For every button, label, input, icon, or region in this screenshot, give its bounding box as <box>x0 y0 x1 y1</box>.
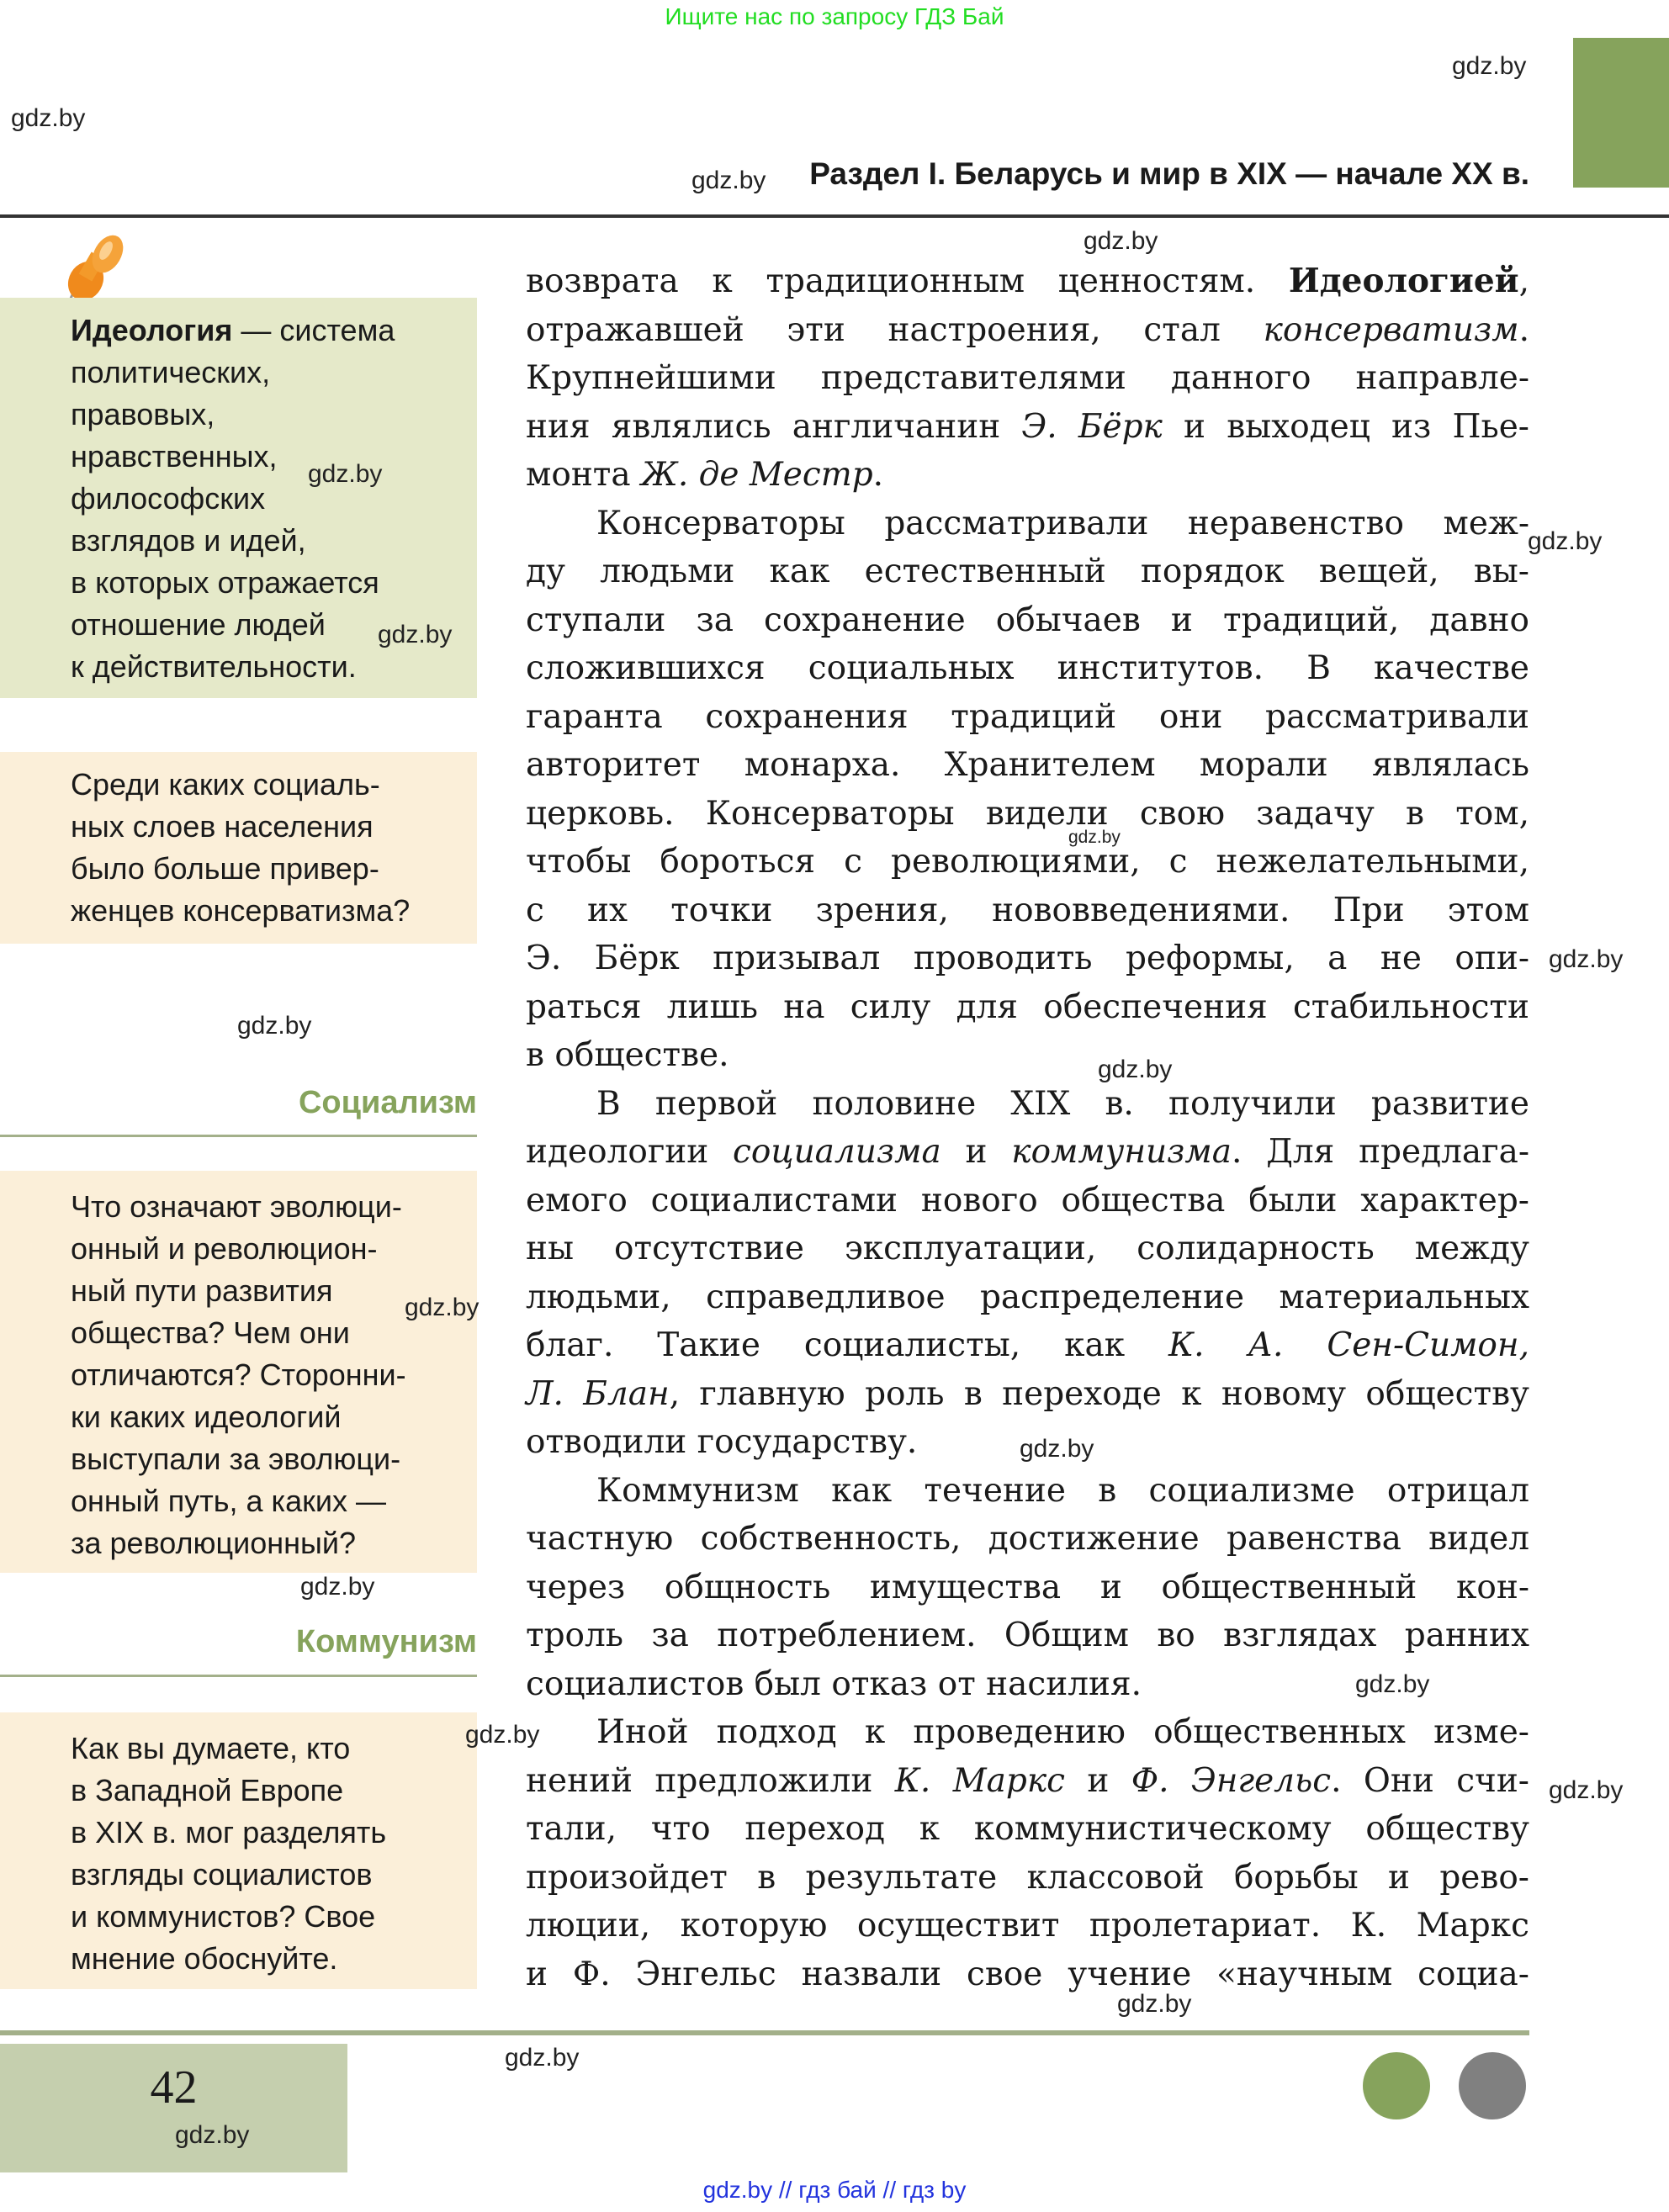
definition-line: нравственных, <box>71 439 278 474</box>
section-color-tab <box>1573 38 1669 188</box>
text-line <box>526 1177 1529 1225</box>
text-line <box>526 1854 1529 1902</box>
text-line <box>526 1564 1529 1612</box>
text-segment: , <box>1518 262 1529 300</box>
text-segment: гаранта сохранения традиций они рассматривали <box>526 697 1529 736</box>
text-segment: Э. Бёрк призывал проводить реформы, а не опи- <box>526 939 1529 977</box>
bold-term: Идеологией <box>1288 262 1519 300</box>
text-segment: . <box>872 456 884 494</box>
watermark: gdz.by <box>691 167 766 194</box>
text-line <box>526 1467 1529 1516</box>
text-segment: Иной подход к проведению общественных изме- <box>596 1713 1529 1751</box>
green-dot-icon <box>1363 2052 1430 2119</box>
text-segment: авторитет монарха. Хранителем морали являлась <box>526 746 1529 784</box>
watermark: gdz.by <box>175 2121 250 2149</box>
question-line: было больше привер- <box>71 851 379 886</box>
watermark: gdz.by <box>1084 227 1158 255</box>
section-divider <box>0 1135 477 1137</box>
italic-term: консерватизм <box>1263 310 1519 349</box>
text-line <box>526 1757 1529 1806</box>
watermark: gdz.by <box>465 1721 540 1749</box>
question-line: ных слоев населения <box>71 809 374 844</box>
question-line: выступали за эволюци- <box>71 1442 401 1476</box>
text-line <box>526 693 1529 742</box>
italic-term: К. А. Сен-Симон, <box>1168 1326 1529 1364</box>
question-line: мнение обоснуйте. <box>71 1941 338 1976</box>
question-line: женцев консерватизма? <box>71 893 411 928</box>
text-segment: . Для предлага- <box>1232 1133 1530 1171</box>
text-segment: ны отсутствие эксплуатации, солидарность между <box>526 1230 1529 1267</box>
watermark: gdz.by <box>1452 52 1527 80</box>
question-line: в XIX в. мог разделять <box>71 1815 387 1850</box>
text-segment: с их точки зрения, нововведениями. При этом <box>526 891 1529 929</box>
italic-term: Л. Блан <box>526 1374 670 1413</box>
text-segment: Консерваторы рассматривали неравенство меж- <box>596 504 1529 542</box>
text-line <box>526 354 1529 403</box>
text-segment: троль за потреблением. Общим во взглядах ранних <box>526 1617 1529 1654</box>
text-segment: и Ф. Энгельс назвали свое учение «научным социа- <box>526 1955 1529 1993</box>
text-segment: идеологии <box>526 1133 734 1171</box>
text-line <box>526 500 1529 548</box>
text-line <box>526 1370 1529 1419</box>
text-segment: нений предложили <box>526 1761 895 1800</box>
watermark: gdz.by <box>1098 1056 1173 1083</box>
text-segment: В первой половине XIX в. получили развитие <box>596 1084 1529 1123</box>
text-segment: частную собственность, достижение равенства видел <box>526 1520 1529 1558</box>
page-header-title: Раздел I. Беларусь и мир в XIX — начале XX в. <box>809 156 1529 191</box>
question-line: за революционный? <box>71 1526 357 1560</box>
text-line <box>526 934 1529 983</box>
watermark: gdz.by <box>1068 828 1121 847</box>
section-heading-socialism: Социализм <box>298 1085 477 1120</box>
text-segment: и <box>940 1133 1012 1171</box>
watermark: gdz.by <box>308 460 383 488</box>
text-segment: благ. Такие социалисты, как <box>526 1326 1168 1364</box>
question-line: онный и революцион- <box>71 1231 378 1266</box>
text-line <box>526 838 1529 886</box>
text-line <box>526 403 1529 452</box>
definition-line: к действительности. <box>71 649 357 684</box>
section-heading-communism: Коммунизм <box>295 1624 477 1659</box>
text-line <box>526 983 1529 1032</box>
gray-dot-icon <box>1459 2052 1526 2119</box>
definition-term: Идеология <box>71 313 233 347</box>
text-segment: людьми, справедливое распределение материальных <box>526 1278 1529 1316</box>
watermark: gdz.by <box>1528 527 1603 555</box>
text-line <box>526 1273 1529 1322</box>
watermark: gdz.by <box>1020 1435 1094 1463</box>
watermark: gdz.by <box>237 1012 312 1040</box>
text-line <box>526 644 1529 693</box>
page-number: 42 <box>150 2061 198 2114</box>
text-segment: емого социалистами нового общества были характер- <box>526 1181 1529 1220</box>
definition-line: в которых отражается <box>71 565 379 600</box>
text-line <box>526 451 1529 500</box>
text-segment: и выходец из Пье- <box>1162 407 1529 446</box>
watermark: gdz.by <box>1549 1776 1624 1804</box>
text-segment: произойдет в результате классовой борьбы и рево- <box>526 1858 1529 1897</box>
text-segment: чтобы бороться с революциями, с нежелательными, <box>526 843 1529 881</box>
definition-line: политических, <box>71 355 271 389</box>
text-segment: в обществе. <box>526 1036 729 1074</box>
text-line <box>526 1708 1529 1757</box>
text-segment: . Они счи- <box>1331 1761 1529 1800</box>
text-segment: ду людьми как естественный порядок вещей, вы- <box>526 553 1529 590</box>
question-line: Среди каких социаль- <box>71 767 380 802</box>
text-line <box>526 1515 1529 1564</box>
text-line <box>526 1128 1529 1177</box>
text-segment: ния являлись англичанин <box>526 407 1022 446</box>
text-segment: сложившихся социальных институтов. В качестве <box>526 649 1529 687</box>
text-line <box>526 548 1529 596</box>
text-segment: тали, что переход к коммунистическому обществу <box>526 1810 1529 1848</box>
header-divider <box>0 214 1669 218</box>
text-line <box>526 790 1529 839</box>
text-line <box>526 741 1529 790</box>
question-box-2 <box>0 1171 480 1573</box>
watermark: gdz.by <box>11 104 86 132</box>
text-line <box>526 1080 1529 1129</box>
watermark: gdz.by <box>1549 945 1624 973</box>
question-box-1 <box>0 752 477 944</box>
text-segment: . <box>1518 310 1529 349</box>
text-segment: монта <box>526 456 642 494</box>
text-line <box>526 1321 1529 1370</box>
text-line <box>526 596 1529 645</box>
definition-line: отношение людей <box>71 607 326 642</box>
search-hint: Ищите нас по запросу ГДЗ Бай <box>665 3 1004 29</box>
text-line <box>526 1225 1529 1273</box>
text-segment: люции, которую осуществит пролетариат. К. Маркс <box>526 1907 1529 1945</box>
italic-term: К. Маркс <box>894 1761 1065 1800</box>
definition-line: взглядов и идей, <box>71 523 306 558</box>
text-segment: социалистов был отказ от насилия. <box>526 1664 1142 1703</box>
watermark: gdz.by <box>378 621 453 648</box>
italic-term: социализма <box>733 1133 941 1171</box>
text-segment: Коммунизм как течение в социализме отрицал <box>596 1471 1529 1510</box>
text-segment: Крупнейшими представителями данного направле- <box>526 359 1529 397</box>
watermark: gdz.by <box>505 2044 580 2072</box>
question-line: взгляды социалистов <box>71 1857 373 1892</box>
text-segment: через общность имущества и общественный кон- <box>526 1568 1529 1606</box>
text-line <box>526 257 1529 306</box>
text-line <box>526 886 1529 935</box>
question-box-3 <box>0 1712 477 1989</box>
question-line: онный путь, а каких — <box>71 1484 386 1518</box>
text-segment: ступали за сохранение обычаев и традиций, давно <box>526 601 1529 639</box>
text-line <box>526 1950 1529 1999</box>
question-line: общества? Чем они <box>71 1315 350 1350</box>
main-text <box>526 257 1529 1998</box>
text-line <box>526 1805 1529 1854</box>
text-segment: раться лишь на силу для обеспечения стабильности <box>526 987 1529 1026</box>
text-segment: церковь. Консерваторы видели свою задачу в том, <box>526 794 1529 833</box>
definition-line: правовых, <box>71 397 215 431</box>
footer-divider <box>0 2030 1529 2035</box>
question-line: ки каких идеологий <box>71 1400 342 1434</box>
italic-term: Ф. Энгельс <box>1131 1761 1332 1800</box>
footer-links[interactable]: gdz.by // гдз бай // гдз by <box>702 2177 967 2203</box>
text-segment: возврата к традиционным ценностям. <box>526 262 1289 300</box>
question-line: Как вы думаете, кто <box>71 1731 351 1765</box>
text-line <box>526 1611 1529 1660</box>
watermark: gdz.by <box>1355 1670 1430 1698</box>
italic-term: Э. Бёрк <box>1021 407 1163 446</box>
question-line: и коммунистов? Свое <box>71 1899 376 1934</box>
italic-term: Ж. де Местр <box>641 456 873 494</box>
text-segment: , главную роль в переходе к новому обществу <box>669 1374 1529 1413</box>
text-segment: и <box>1064 1761 1131 1800</box>
italic-term: коммунизма <box>1011 1133 1232 1171</box>
question-line: ный пути развития <box>71 1273 333 1308</box>
definition-line: философских <box>71 481 266 516</box>
watermark: gdz.by <box>1117 1990 1192 2018</box>
question-line: отличаются? Сторонни- <box>71 1357 406 1392</box>
text-segment: отражавшей эти настроения, стал <box>526 310 1264 349</box>
text-line <box>526 306 1529 355</box>
definition-line: — система <box>232 313 395 347</box>
section-divider <box>0 1675 477 1677</box>
watermark: gdz.by <box>405 1294 480 1321</box>
text-segment: отводили государству. <box>526 1423 918 1461</box>
text-line <box>526 1031 1529 1080</box>
question-line: Что означают эволюци- <box>71 1189 402 1224</box>
watermark: gdz.by <box>300 1573 375 1601</box>
text-line <box>526 1902 1529 1950</box>
question-line: в Западной Европе <box>71 1773 344 1807</box>
